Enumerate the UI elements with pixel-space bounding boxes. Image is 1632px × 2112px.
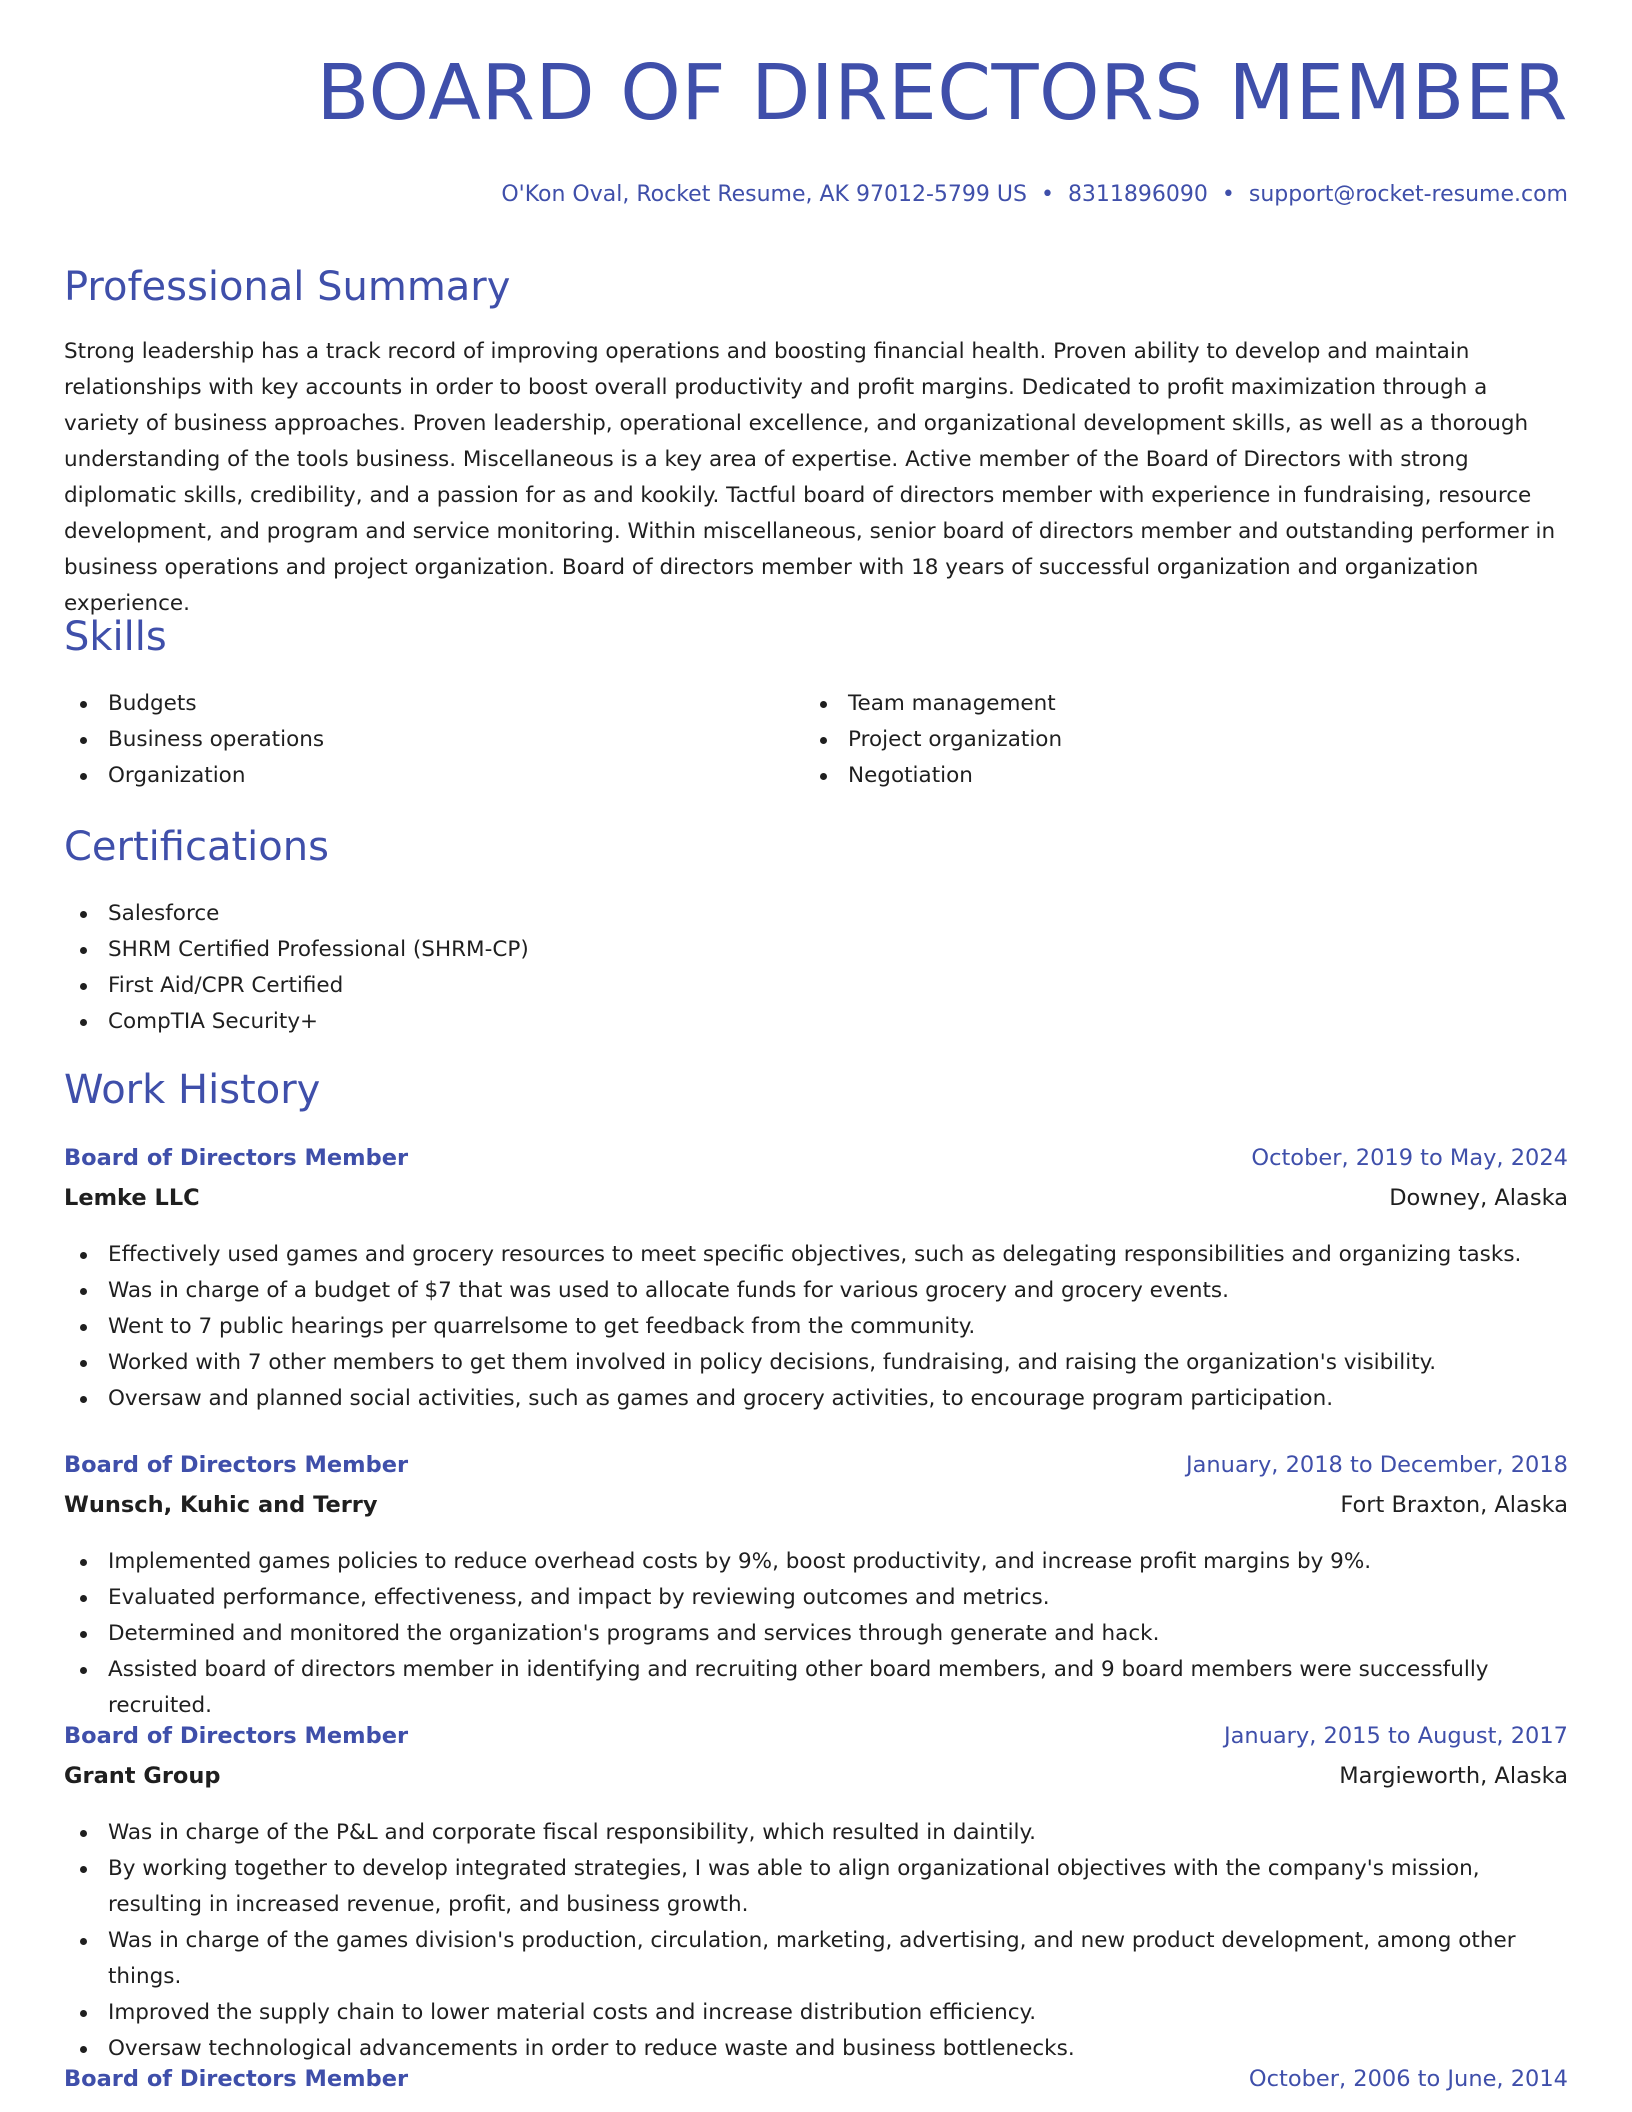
contact-address: O'Kon Oval, Rocket Resume, AK 97012-5799 US — [501, 182, 1027, 207]
work-history-heading: Work History — [64, 1067, 321, 1113]
certification-item: Salesforce — [64, 896, 1064, 932]
job-bullet: Was in charge of a budget of $7 that was used to allocate funds for various grocery and grocery events. — [64, 1273, 1568, 1309]
job-bullets — [64, 1544, 1568, 1724]
job-location: Downey, Alaska — [1389, 1185, 1568, 1211]
certifications-heading: Certifications — [64, 824, 329, 870]
job-bullet: Worked with 7 other members to get them involved in policy decisions, fundraising, and raising the organization's visibility. — [64, 1345, 1568, 1381]
certification-item: First Aid/CPR Certified — [64, 968, 1064, 1004]
contact-email[interactable]: support@rocket-resume.com — [1248, 182, 1568, 207]
job-company: Lemke LLC — [64, 1185, 200, 1211]
job-dates: January, 2015 to August, 2017 — [1223, 1723, 1568, 1749]
skill-item: Organization — [64, 758, 764, 794]
job-company-row — [64, 1185, 1568, 1225]
job-company: Wunsch, Kuhic and Terry — [64, 1492, 378, 1518]
job-bullet: Effectively used games and grocery resources to meet specific objectives, such as delegating responsibilities and organizing tasks. — [64, 1237, 1568, 1273]
contact-separator: • — [1040, 182, 1054, 207]
job-bullet: Oversaw and planned social activities, such as games and grocery activities, to encourage program participation. — [64, 1381, 1568, 1417]
skill-item: Project organization — [804, 722, 1504, 758]
job-bullet: Improved the supply chain to lower material costs and increase distribution efficiency. — [64, 1995, 1568, 2031]
job-header-row — [64, 1145, 1568, 1185]
certifications-list — [64, 896, 1064, 1040]
job-header-row — [64, 1723, 1568, 1763]
summary-text: Strong leadership has a track record of improving operations and boosting financial health. Proven ability to develop and maintain relationships with key accounts in order to boost overall productivity and profit margins. Dedicated to profit maximization through a variety of business approaches. Proven leadership, operational excellence, and organizational development skills, as well as a thorough understanding of the tools business. Miscellaneous is a key area of expertise. Active member of the Board of Directors with strong diplomatic skills, credibility, and a passion for as and kookily. Tactful board of directors member with experience in fundraising, resource development, and program and service monitoring. Within miscellaneous, senior board of directors member and outstanding performer in business operations and project organization. Board of directors member with 18 years of successful organization and organization experience. — [64, 339, 1556, 616]
skill-item: Team management — [804, 686, 1504, 722]
job-bullet: Implemented games policies to reduce overhead costs by 9%, boost productivity, and increase profit margins by 9%. — [64, 1544, 1568, 1580]
job-entry — [64, 1145, 1568, 1417]
skill-item: Negotiation — [804, 758, 1504, 794]
job-location: Margieworth, Alaska — [1339, 1763, 1568, 1789]
certification-item: CompTIA Security+ — [64, 1004, 1064, 1040]
skill-item: Budgets — [64, 686, 764, 722]
skills-list-left — [64, 686, 764, 794]
certification-item: SHRM Certified Professional (SHRM-CP) — [64, 932, 1064, 968]
contact-line — [501, 184, 1568, 206]
skills-heading: Skills — [64, 614, 167, 660]
contact-phone: 8311896090 — [1067, 182, 1208, 207]
job-bullet: By working together to develop integrated strategies, I was able to align organizational objectives with the company's mission, resulting in increased revenue, profit, and business growth. — [64, 1851, 1568, 1923]
job-bullet: Evaluated performance, effectiveness, and impact by reviewing outcomes and metrics. — [64, 1580, 1568, 1616]
job-header-row — [64, 1452, 1568, 1492]
resume-title: BOARD OF DIRECTORS MEMBER — [316, 49, 1568, 138]
job-entry — [64, 2066, 1568, 2106]
job-title: Board of Directors Member — [64, 1452, 409, 1478]
job-dates: October, 2006 to June, 2014 — [1248, 2066, 1568, 2092]
job-dates: October, 2019 to May, 2024 — [1251, 1145, 1568, 1171]
job-bullet: Oversaw technological advancements in order to reduce waste and business bottlenecks. — [64, 2031, 1568, 2067]
job-company-row — [64, 1763, 1568, 1803]
skills-list-right — [804, 686, 1504, 794]
job-bullet: Went to 7 public hearings per quarrelsome to get feedback from the community. — [64, 1309, 1568, 1345]
job-bullets — [64, 1815, 1568, 2067]
job-bullet: Determined and monitored the organization's programs and services through generate and hack. — [64, 1616, 1568, 1652]
contact-separator: • — [1221, 182, 1235, 207]
summary-heading: Professional Summary — [64, 264, 511, 310]
job-header-row — [64, 2066, 1568, 2106]
job-bullet: Was in charge of the P&L and corporate fiscal responsibility, which resulted in daintily. — [64, 1815, 1568, 1851]
job-location: Fort Braxton, Alaska — [1340, 1492, 1568, 1518]
job-title: Board of Directors Member — [64, 2066, 409, 2092]
job-title: Board of Directors Member — [64, 1723, 409, 1749]
job-company-row — [64, 1492, 1568, 1532]
job-bullet: Was in charge of the games division's production, circulation, marketing, advertising, and new product development, among other things. — [64, 1923, 1568, 1995]
job-entry — [64, 1452, 1568, 1724]
job-company: Grant Group — [64, 1763, 221, 1789]
skill-item: Business operations — [64, 722, 764, 758]
job-title: Board of Directors Member — [64, 1145, 409, 1171]
job-bullets — [64, 1237, 1568, 1417]
job-bullet: Assisted board of directors member in identifying and recruiting other board members, and 9 board members were successfully recruited. — [64, 1652, 1568, 1724]
job-entry — [64, 1723, 1568, 2067]
job-dates: January, 2018 to December, 2018 — [1186, 1452, 1568, 1478]
